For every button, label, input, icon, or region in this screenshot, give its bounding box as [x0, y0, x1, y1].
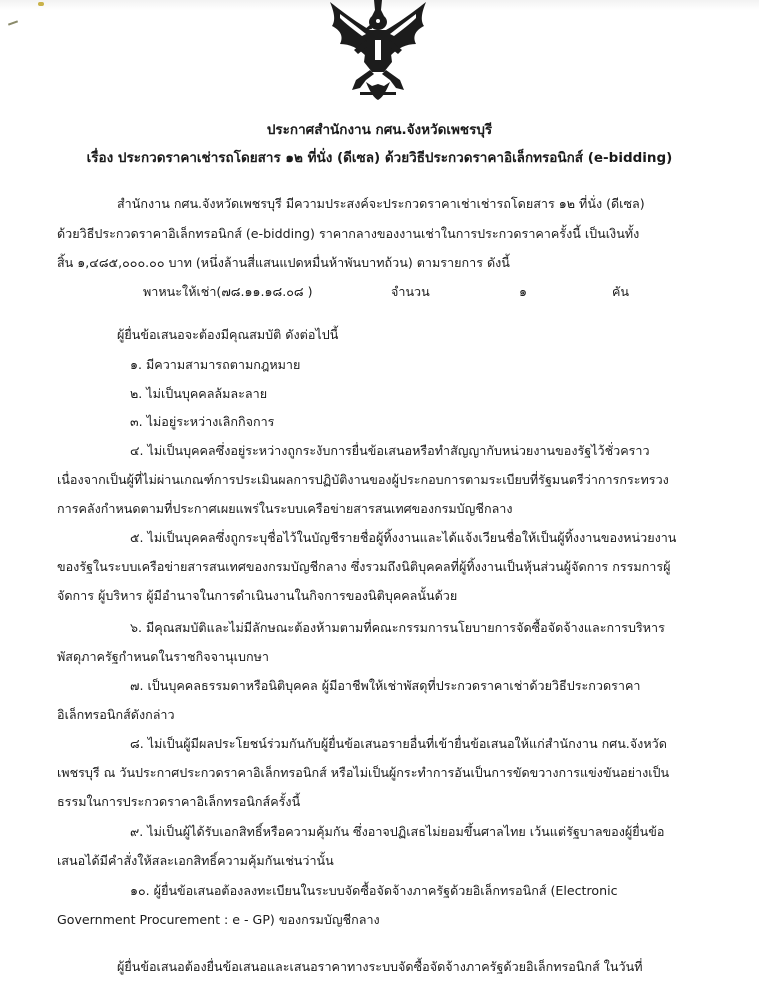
qualification-10-line-1: ๑๐. ผู้ยื่นข้อเสนอต้องลงทะเบียนในระบบจัดซื้อจัดจ้างภาครัฐด้วยอิเล็กทรอนิกส์ (Electronic	[130, 883, 618, 898]
qualification-4-line-3: การคลังกำหนดตามที่ประกาศเผยแพร่ในระบบเครือข่ายสารสนเทศของกรมบัญชีกลาง	[57, 501, 513, 516]
qualification-6-line-1: ๖. มีคุณสมบัติและไม่มีลักษณะต้องห้ามตามที่คณะกรรมการนโยบายการจัดซื้อจัดจ้างและการบริหาร	[130, 620, 665, 635]
item-qty: ๑	[519, 284, 527, 299]
item-unit: คัน	[612, 284, 630, 299]
item-qty-label: จำนวน	[391, 284, 430, 299]
qualification-4-line-2: เนื่องจากเป็นผู้ที่ไม่ผ่านเกณฑ์การประเมินผลการปฏิบัติงานของผู้ประกอบการตามระเบียบที่รัฐมนตรีว่าการกระทรวง	[57, 472, 669, 487]
garuda-emblem-icon	[326, 0, 430, 100]
document-subject: เรื่อง ประกวดราคาเช่ารถโดยสาร ๑๒ ที่นั่ง (ดีเซล) ด้วยวิธีประกวดราคาอิเล็กทรอนิกส์ (e-bidding)	[86, 150, 673, 166]
intro-line-2: ด้วยวิธีประกวดราคาอิเล็กทรอนิกส์ (e-bidding) ราคากลางของงานเช่าในการประกวดราคาครั้งนี้ เป็นเงินทั้ง	[57, 226, 640, 241]
qualification-8-line-3: ธรรมในการประกวดราคาอิเล็กทรอนิกส์ครั้งนี้	[57, 794, 301, 809]
intro-line-3: สิ้น ๑,๔๘๕,๐๐๐.๐๐ บาท (หนึ่งล้านสี่แสนแปดหมื่นห้าพันบาทถ้วน) ตามรายการ ดังนี้	[57, 255, 510, 270]
qualification-9-line-2: เสนอได้มีคำสั่งให้สละเอกสิทธิ์ความคุ้มกันเช่นว่านั้น	[57, 853, 334, 868]
qualification-5-line-2: ของรัฐในระบบเครือข่ายสารสนเทศของกรมบัญชีกลาง ซึ่งรวมถึงนิติบุคคลที่ผู้ทิ้งงานเป็นหุ้นส่วนผู้จัดการ กรรมการผู้	[57, 559, 671, 574]
scan-mark	[8, 20, 18, 25]
qualification-1: ๑. มีความสามารถตามกฎหมาย	[130, 357, 301, 372]
qualification-4-line-1: ๔. ไม่เป็นบุคคลซึ่งอยู่ระหว่างถูกระงับการยื่นข้อเสนอหรือทำสัญญากับหน่วยงานของรัฐไว้ชั่วคราว	[130, 443, 650, 458]
qualification-5-line-3: จัดการ ผู้บริหาร ผู้มีอำนาจในการดำเนินงานในกิจการของนิติบุคคลนั้นด้วย	[57, 588, 458, 603]
closing-line-1: ผู้ยื่นข้อเสนอต้องยื่นข้อเสนอและเสนอราคาทางระบบจัดซื้อจัดจ้างภาครัฐด้วยอิเล็กทรอนิกส์ ในวันที่	[117, 959, 643, 974]
scan-speck	[38, 2, 44, 6]
qualification-8-line-1: ๘. ไม่เป็นผู้มีผลประโยชน์ร่วมกันกับผู้ยื่นข้อเสนอรายอื่นที่เข้ายื่นข้อเสนอให้แก่สำนักงาน กศน.จังหวัด	[130, 736, 667, 751]
qualification-5-line-1: ๕. ไม่เป็นบุคคลซึ่งถูกระบุชื่อไว้ในบัญชีรายชื่อผู้ทิ้งงานและได้แจ้งเวียนชื่อให้เป็นผู้ทิ้งงานของหน่วยงาน	[130, 530, 677, 545]
intro-line-1: สำนักงาน กศน.จังหวัดเพชรบุรี มีความประสงค์จะประกวดราคาเช่าเช่ารถโดยสาร ๑๒ ที่นั่ง (ดีเซล)	[117, 196, 645, 211]
qualification-8-line-2: เพชรบุรี ณ วันประกาศประกวดราคาอิเล็กทรอนิกส์ หรือไม่เป็นผู้กระทำการอันเป็นการขัดขวางการแข่งขันอย่างเป็น	[57, 765, 670, 780]
qualification-2: ๒. ไม่เป็นบุคคลล้มละลาย	[130, 386, 268, 401]
qualification-9-line-1: ๙. ไม่เป็นผู้ได้รับเอกสิทธิ์หรือความคุ้มกัน ซึ่งอาจปฏิเสธไม่ยอมขึ้นศาลไทย เว้นแต่รัฐบาลของผู้ยื่นข้อ	[130, 824, 665, 839]
qualification-3: ๓. ไม่อยู่ระหว่างเลิกกิจการ	[130, 414, 275, 429]
item-name: พาหนะให้เช่า(๗๘.๑๑.๑๘.๐๘ )	[143, 284, 313, 299]
qualifications-heading: ผู้ยื่นข้อเสนอจะต้องมีคุณสมบัติ ดังต่อไปนี้	[117, 327, 339, 342]
document-title: ประกาศสำนักงาน กศน.จังหวัดเพชรบุรี	[266, 122, 493, 138]
qualification-7-line-1: ๗. เป็นบุคคลธรรมดาหรือนิติบุคคล ผู้มีอาชีพให้เช่าพัสดุที่ประกวดราคาเช่าด้วยวิธีประกวดราคา	[130, 678, 641, 693]
qualification-10-line-2: Government Procurement : e - GP) ของกรมบัญชีกลาง	[57, 912, 380, 927]
qualification-6-line-2: พัสดุภาครัฐกำหนดในราชกิจจานุเบกษา	[57, 649, 269, 664]
qualification-7-line-2: อิเล็กทรอนิกส์ดังกล่าว	[57, 707, 175, 722]
